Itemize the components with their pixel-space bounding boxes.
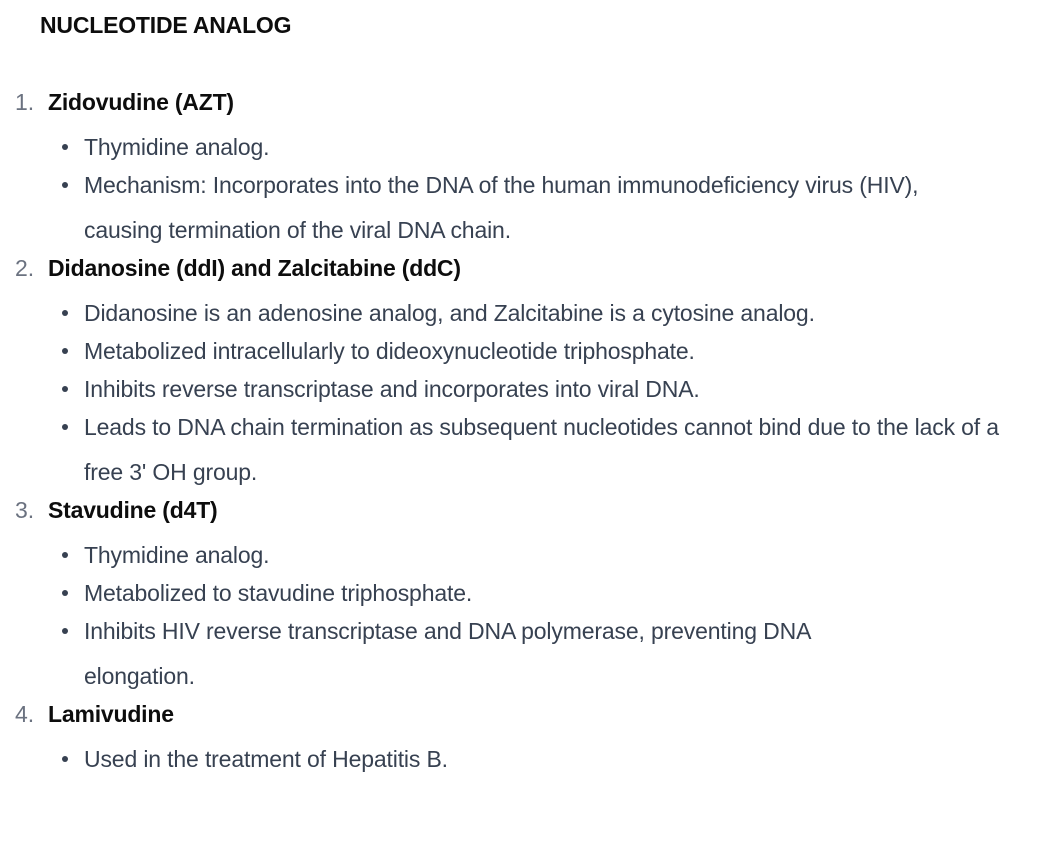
bullet-text: Didanosine is an adenosine analog, and Zalcitabine is a cytosine analog. — [84, 300, 815, 326]
drug-number: 1. — [15, 89, 35, 115]
bullet-dot-icon — [62, 386, 68, 392]
drug-item — [0, 699, 1042, 782]
section-heading: NUCLEOTIDE ANALOG — [40, 12, 292, 38]
drug-number: 4. — [15, 701, 35, 727]
drug-points — [0, 737, 1042, 782]
bullet-point — [0, 405, 1042, 495]
bullet-dot-icon — [62, 552, 68, 558]
drug-item — [0, 495, 1042, 699]
drug-list — [0, 87, 1042, 782]
bullet-point — [0, 609, 1042, 699]
bullet-point — [0, 163, 1042, 253]
bullet-dot-icon — [62, 424, 68, 430]
drug-name: Zidovudine (AZT) — [48, 89, 234, 115]
drug-number: 2. — [15, 255, 35, 281]
drug-name: Lamivudine — [48, 701, 174, 727]
drug-points — [0, 533, 1042, 699]
bullet-dot-icon — [62, 628, 68, 634]
drug-points — [0, 125, 1042, 253]
bullet-dot-icon — [62, 182, 68, 188]
drug-number: 3. — [15, 497, 35, 523]
drug-item — [0, 253, 1042, 495]
bullet-text: Used in the treatment of Hepatitis B. — [84, 746, 448, 772]
bullet-point — [0, 737, 1042, 782]
bullet-text: Metabolized to stavudine triphosphate. — [84, 580, 473, 606]
drug-item — [0, 87, 1042, 253]
drug-points — [0, 291, 1042, 495]
bullet-text: Mechanism: Incorporates into the DNA of the human immunodeficiency virus (HIV), causing termination of the viral DNA chain. — [84, 172, 919, 243]
bullet-text: Inhibits reverse transcriptase and incorporates into viral DNA. — [84, 376, 700, 402]
bullet-text: Leads to DNA chain termination as subsequent nucleotides cannot bind due to the lack of a free 3' OH group. — [84, 414, 999, 485]
bullet-dot-icon — [62, 756, 68, 762]
bullet-text: Metabolized intracellularly to dideoxynucleotide triphosphate. — [84, 338, 695, 364]
drug-name: Stavudine (d4T) — [48, 497, 218, 523]
bullet-dot-icon — [62, 144, 68, 150]
bullet-text: Inhibits HIV reverse transcriptase and DNA polymerase, preventing DNA elongation. — [84, 618, 810, 689]
bullet-dot-icon — [62, 348, 68, 354]
bullet-text: Thymidine analog. — [84, 542, 270, 568]
drug-name: Didanosine (ddI) and Zalcitabine (ddC) — [48, 255, 461, 281]
bullet-dot-icon — [62, 310, 68, 316]
bullet-text: Thymidine analog. — [84, 134, 270, 160]
bullet-dot-icon — [62, 590, 68, 596]
